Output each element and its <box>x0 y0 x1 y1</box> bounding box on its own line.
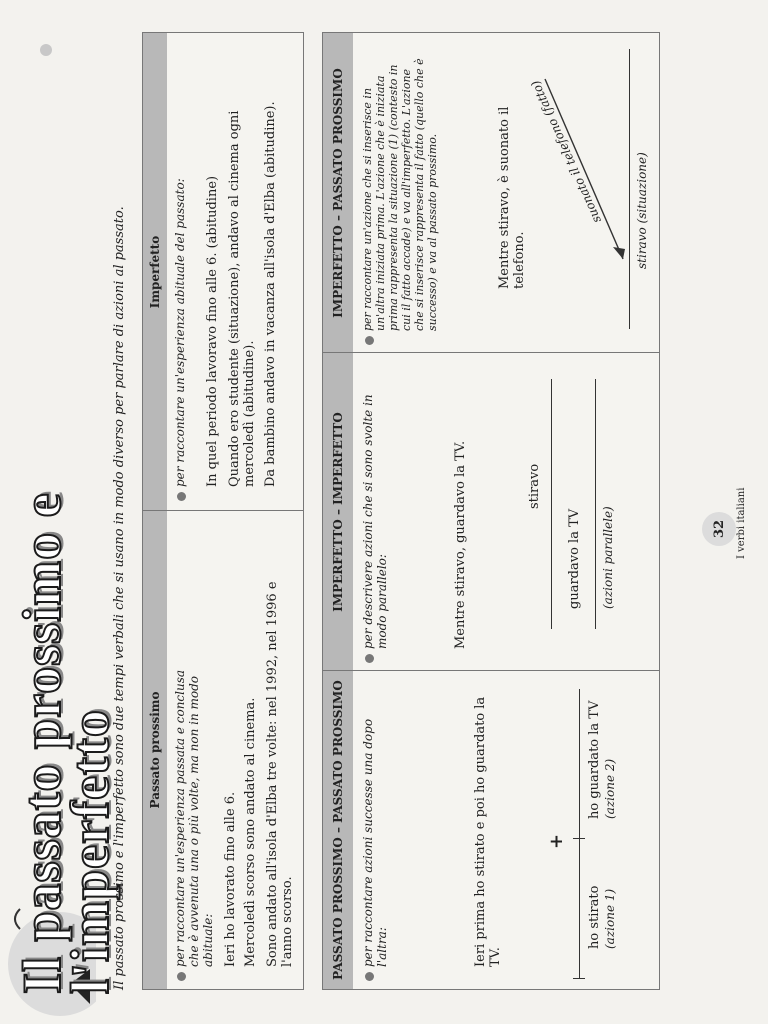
parallel-note: (azioni parallele) <box>601 506 615 609</box>
divider <box>323 670 659 671</box>
header-imp-imp <box>323 353 353 671</box>
example-sequential: Ieri prima ho stirato e poi ho guardato la TV. <box>473 696 503 967</box>
event-label: suonato il telefono (fatto) <box>528 78 604 226</box>
action-1-label: ho stirato <box>587 885 602 949</box>
example-3: Da bambino andavo in vacanza all'isola d'Elba (abitudine). <box>263 101 278 487</box>
page-number: 32 <box>702 512 736 546</box>
header-pp-pp <box>323 671 353 989</box>
intro-text: Il passato prossimo e l'imperfetto sono due tempi verbali che si usano in modo diverso per parlare di azioni al passato. <box>112 206 127 990</box>
example-1: In quel periodo lavoravo fino alle 6. (abitudine) <box>205 175 220 487</box>
header-passato-prossimo: Passato prossimo <box>143 511 167 989</box>
line-a-label: stiravo <box>527 463 542 509</box>
footer-caption: I verbi italiani <box>736 487 747 559</box>
bullet-icon <box>365 972 374 981</box>
parallel-line-a <box>551 379 552 629</box>
bottom-panel <box>322 32 660 990</box>
example-2: Quando ero studente (situazione), andavo al cinema ogni mercoledì (abitudine). <box>227 110 257 487</box>
example-3: Sono andato all'isola d'Elba tre volte: nel 1992, nel 1996 e l'anno scorso. <box>265 581 295 967</box>
timeline <box>579 689 580 979</box>
title-line-1: Il passato prossimo e <box>12 492 72 994</box>
situation-line <box>629 49 630 329</box>
rule-parallel: per descrivere azioni che si sono svolte in modo parallelo: <box>361 394 389 649</box>
situation-label: stiravo (situazione) <box>635 152 649 269</box>
action-2-note: (azione 2) <box>603 758 617 819</box>
rule-imperfetto: per raccontare un'esperienza abituale del passato: <box>173 178 187 487</box>
example-2: Mercoledì scorso sono andato al cinema. <box>243 697 258 967</box>
title-line-2: l'imperfetto <box>60 709 120 994</box>
example-parallel: Mentre stiravo, guardavo la TV. <box>453 440 468 649</box>
header-line: PASSATO PROSSIMO – <box>331 827 345 980</box>
header-line: IMPERFETTO – <box>331 509 345 612</box>
header-line: IMPERFETTO – <box>331 215 345 318</box>
header-line: PASSATO PROSSIMO <box>331 68 345 211</box>
header-line: PASSATO PROSSIMO <box>331 680 345 823</box>
header-imperfetto: Imperfetto <box>143 33 167 511</box>
bullet-icon <box>177 492 186 501</box>
plus-sign: + <box>546 833 567 849</box>
header-line: IMPERFETTO <box>331 412 345 505</box>
divider <box>323 352 659 353</box>
divider <box>143 510 303 511</box>
action-2-label: ho guardato la TV <box>587 700 602 819</box>
bullet-icon <box>177 972 186 981</box>
rule-passato-prossimo: per raccontare un'esperienza passata e conclusa che è avvenuta una o più volte, ma non in modo abituale: <box>173 669 215 967</box>
header-imp-pp <box>323 33 353 353</box>
line-b-label: guardavo la TV <box>567 508 582 609</box>
parallel-line-b <box>595 379 596 629</box>
example-inserted: Mentre stiravo, è suonato il telefono. <box>497 106 527 289</box>
rule-inserted: per raccontare un'azione che si inserisce in un'altra iniziata prima. L'azione che è iniziata prima rappresenta la situazione (1) (contesto in cui il fatto accade) e va all'imperfetto. L'azione che si inserisce rappresenta il fatto (quello che è successo) e va al passato prossimo. <box>361 58 439 331</box>
bullet-icon <box>365 336 374 345</box>
tick <box>573 978 585 979</box>
tick <box>573 838 585 839</box>
decorative-dot <box>40 44 52 56</box>
action-1-note: (azione 1) <box>603 888 617 949</box>
bullet-icon <box>365 654 374 663</box>
top-panel <box>142 32 304 990</box>
rule-sequential: per raccontare azioni successe una dopo l'altra: <box>361 718 389 967</box>
example-1: Ieri ho lavorato fino alle 6. <box>223 791 238 967</box>
